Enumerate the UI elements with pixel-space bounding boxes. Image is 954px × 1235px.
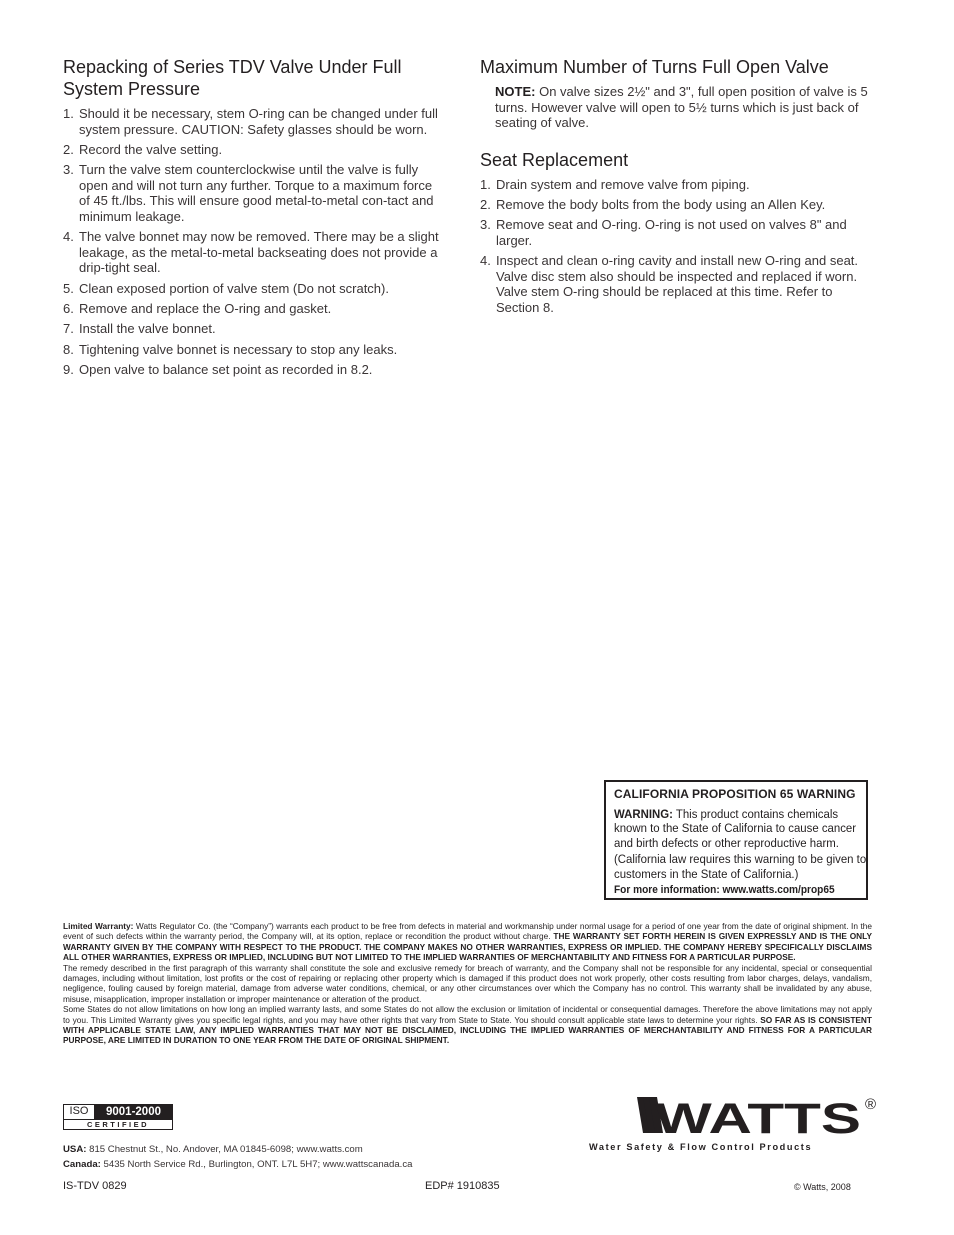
seat-replacement-heading: Seat Replacement [480,149,629,170]
step-text: Turn the valve stem counterclockwise until the valve is fully open and will not turn any further. Torque to a maximum force of 45 ft./lbs. This will ensure good metal-to-metal con-tact and minimum leakage. [79,162,434,224]
step-text: Inspect and clean o-ring cavity and install new O-ring and seat. Valve disc stem also should be inspected and replaced if worn. Valve stem O-ring should be replaced at this time. Refer to Section 8. [496,253,859,315]
seat-replacement-steps-list [480,177,875,316]
prop65-warning [614,807,872,850]
step-number: 9. [63,361,74,377]
step-text: Tightening valve bonnet is necessary to stop any leaks. [79,341,398,357]
iso-certified-label: CERTIFIED [64,1119,172,1130]
prop65-warning-box [604,780,868,900]
canada-address [63,1158,412,1173]
step-text: Remove the body bolts from the body using an Allen Key. [496,197,826,213]
usa-text: 815 Chestnut St., No. Andover, MA 01845-6098; www.watts.com [89,1144,363,1155]
note-text: On valve sizes 2½" and 3", full open position of valve is 5 turns. However valve will open to 5½ turns which is just back of seating of valve. [495,84,868,131]
step-text: Record the valve setting. [79,141,223,157]
step-number: 3. [63,162,74,178]
prop65-title: CALIFORNIA PROPOSITION 65 WARNING [614,787,856,801]
usa-label: USA: [63,1144,87,1155]
step-number: 2. [480,197,491,213]
step-text: Drain system and remove valve from piping. [496,176,750,192]
seat-replacement-step [480,253,875,315]
repacking-step [63,281,445,297]
iso-label: ISO [64,1105,95,1119]
prop65-warning-label: WARNING: [614,807,673,821]
warranty-paragraph-3 [63,1004,872,1046]
warranty-p1-bold: THE WARRANTY SET FORTH HEREIN IS GIVEN EXPRESSLY AND IS THE ONLY WARRANTY GIVEN BY THE COMPANY WITH RESPECT TO THE PRODUCT. THE COMPANY MAKES NO OTHER WARRANTIES, EXPRESS OR IMPLIED. THE COMPANY HEREBY SPECIFICALLY DISCLAIMS ALL OTHER WARRANTIES, EXPRESS OR IMPLIED, INCLUDING BUT NOT LIMITED TO THE IMPLIED WARRANTIES OF MERCHANTABILITY AND FITNESS FOR A PARTICULAR PURPOSE. [63,931,872,963]
seat-replacement-step [480,197,875,213]
repacking-step [63,342,445,358]
seat-replacement-step [480,217,875,248]
canada-text: 5435 North Service Rd., Burlington, ONT. L7L 5H7; www.wattscanada.ca [103,1158,413,1170]
repacking-step [63,321,445,337]
seat-replacement-step [480,177,875,193]
repacking-step [63,162,445,224]
step-number: 5. [63,280,74,296]
step-text: Should it be necessary, stem O-ring can be changed under full system pressure. CAUTION: Safety glasses should be worn. [79,106,438,137]
repacking-heading: Repacking of Series TDV Valve Under Full System Pressure [63,57,402,99]
step-text: The valve bonnet may now be removed. There may be a slight leakage, as the metal-to-metal backseating does not provide a drip-tight seal. [79,229,439,276]
iso-certified-badge [63,1104,173,1130]
step-text: Install the valve bonnet. [79,321,216,337]
warranty-paragraph-2: The remedy described in the first paragraph of this warranty shall constitute the sole and exclusive remedy for breach of warranty, and the Company shall not be responsible for any incidental, special or consequential damages, including without limitation, lost profits or the cost of repairing or replacing other property which is damaged if this product does not work properly, other costs resulting from labor charges, delays, vandalism, negligence, fouling caused by foreign material, damage from adverse water conditions, chemical, or any other circumstances over which the Company has no control. This warranty shall be invalidated by any abuse, misuse, misapplication, improper installation or improper maintenance or alteration of the product. [63,962,872,1004]
step-number: 1. [63,106,74,121]
watts-logo [637,1093,883,1137]
step-number: 1. [480,176,491,192]
edp-number: EDP# 1910835 [425,1180,500,1192]
copyright: © Watts, 2008 [794,1182,851,1192]
step-text: Remove and replace the O-ring and gasket. [79,300,332,316]
step-text: Clean exposed portion of valve stem (Do not scratch). [79,280,389,296]
logo-wordmark: WATTS [655,1095,861,1137]
repacking-step [63,229,445,276]
step-number: 7. [63,321,74,337]
document-id: IS-TDV 0829 [63,1180,127,1192]
note-label: NOTE: [495,84,536,99]
company-addresses [63,1143,412,1172]
repacking-step [63,301,445,317]
step-number: 3. [480,217,491,233]
max-turns-note [480,84,875,131]
limited-warranty [63,921,872,1046]
right-column [480,56,875,320]
step-number: 2. [63,141,74,157]
step-number: 4. [63,229,74,245]
warranty-p3-text: Some States do not allow limitations on how long an implied warranty lasts, and some States do not allow the exclusion or limitation of incidental or consequential damages. Therefore the above limitations may not apply to you. This Limited Warranty gives you specific legal rights, and you may have other rights that vary from State to State. You should consult applicable state laws to determine your rights. [63,1004,872,1025]
usa-address [63,1143,412,1158]
logo-tagline: Water Safety & Flow Control Products [589,1142,813,1152]
max-turns-heading: Maximum Number of Turns Full Open Valve [480,57,829,77]
step-number: 8. [63,341,74,357]
repacking-step [63,106,445,137]
step-number: 4. [480,253,491,269]
prop65-more-info: For more information: www.watts.com/prop65 [614,884,835,897]
step-text: Remove seat and O-ring. O-ring is not used on valves 8" and larger. [496,217,847,248]
repacking-step [63,362,445,378]
repacking-section [63,56,445,382]
registered-mark: ® [865,1096,877,1113]
prop65-parenthetical: (California law requires this warning to be given to customers in the State of California.) [614,852,867,881]
warranty-p3-bold: SO FAR AS IS CONSISTENT WITH APPLICABLE STATE LAW, ANY IMPLIED WARRANTIES THAT MAY NOT BE DISCLAIMED, INCLUDING THE IMPLIED WARRANTIES OF MERCHANTABILITY AND FITNESS FOR A PARTICULAR PURPOSE, ARE LIMITED IN DURATION TO ONE YEAR FROM THE DATE OF ORIGINAL SHIPMENT. [63,1014,872,1046]
canada-label: Canada: [63,1158,101,1170]
step-number: 6. [63,300,74,316]
repacking-step [63,142,445,158]
warranty-label: Limited Warranty: [63,921,134,931]
prop65-warning-text: This product contains chemicals known to the State of California to cause cancer and birth defects or other reproductive harm. [614,807,857,850]
step-text: Open valve to balance set point as recorded in 8.2. [79,361,373,377]
iso-standard: 9001-2000 [95,1105,172,1119]
repacking-steps-list [63,106,445,377]
warranty-p1-text: Watts Regulator Co. (the “Company”) warrants each product to be free from defects in material and workmanship under normal usage for a period of one year from the date of original shipment. In the event of such defects within the warranty period, the Company will, at its option, replace or recondition the product without charge. [63,921,872,942]
warranty-paragraph-1 [63,921,872,963]
